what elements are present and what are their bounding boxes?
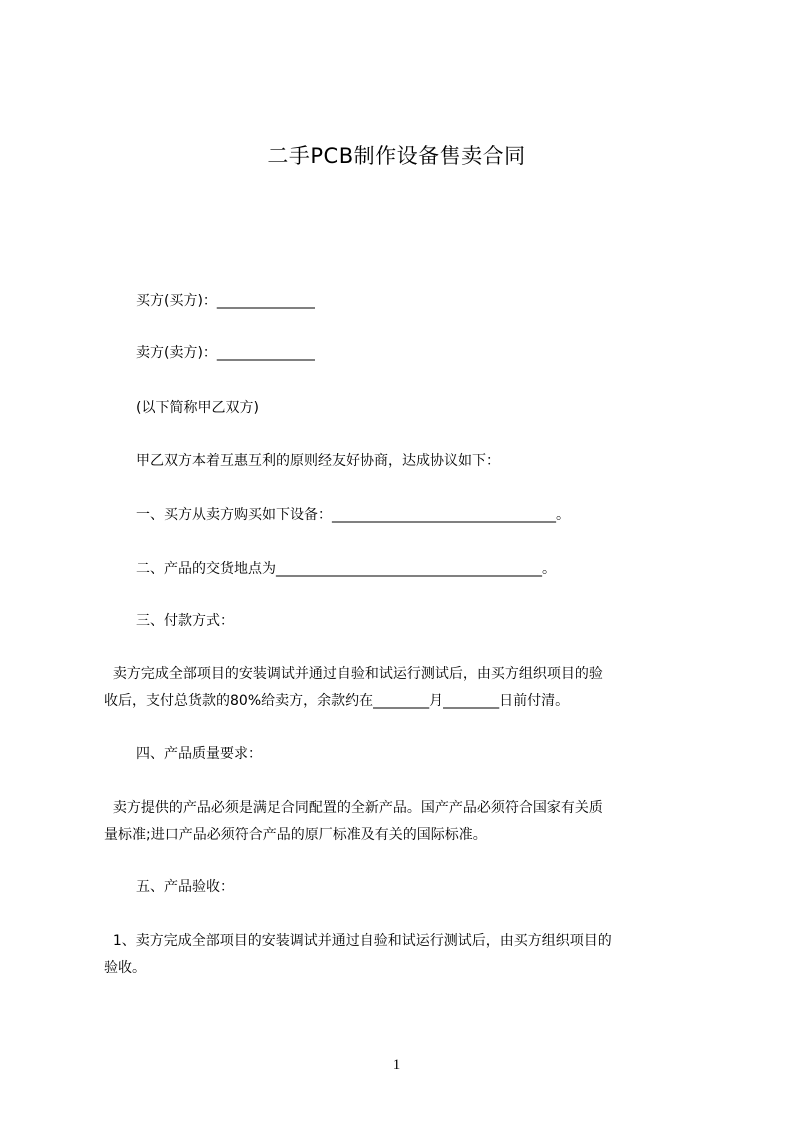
seller-line: 卖方(卖方)：______________ <box>136 345 315 361</box>
clause-2: 二、产品的交货地点为______________________________________。 <box>136 561 556 577</box>
clause-4-paragraph-line-1: 卖方提供的产品必须是满足合同配置的全新产品。国产产品必须符合国家有关质 <box>104 800 603 816</box>
buyer-line: 买方(买方)：______________ <box>136 293 315 309</box>
clause-4-paragraph-line-2: 量标准;进口产品必须符合产品的原厂标准及有关的国际标准。 <box>104 827 487 843</box>
referred-as-line: (以下简称甲乙双方) <box>136 400 259 416</box>
clause-3-heading: 三、付款方式： <box>136 613 234 629</box>
clause-5-heading: 五、产品验收： <box>136 879 234 895</box>
clause-3-paragraph-line-1: 卖方完成全部项目的安装调试并通过自验和试运行测试后，由买方组织项目的验 <box>104 666 603 682</box>
page-number: 1 <box>392 1057 401 1073</box>
preamble-line: 甲乙双方本着互惠互利的原则经友好协商，达成协议如下： <box>136 453 500 469</box>
clause-1: 一、买方从卖方购买如下设备：________________________________。 <box>136 507 570 523</box>
clause-5-item-1-line-2: 验收。 <box>104 960 146 976</box>
document-title: 二手PCB制作设备售卖合同 <box>267 144 526 168</box>
clause-5-item-1-line-1: 1、卖方完成全部项目的安装调试并通过自验和试运行测试后，由买方组织项目的 <box>104 933 612 949</box>
clause-4-heading: 四、产品质量要求： <box>136 746 262 762</box>
clause-3-paragraph-line-2: 收后，支付总货款的80%给卖方，余款约在________月________日前付清。 <box>104 693 570 709</box>
